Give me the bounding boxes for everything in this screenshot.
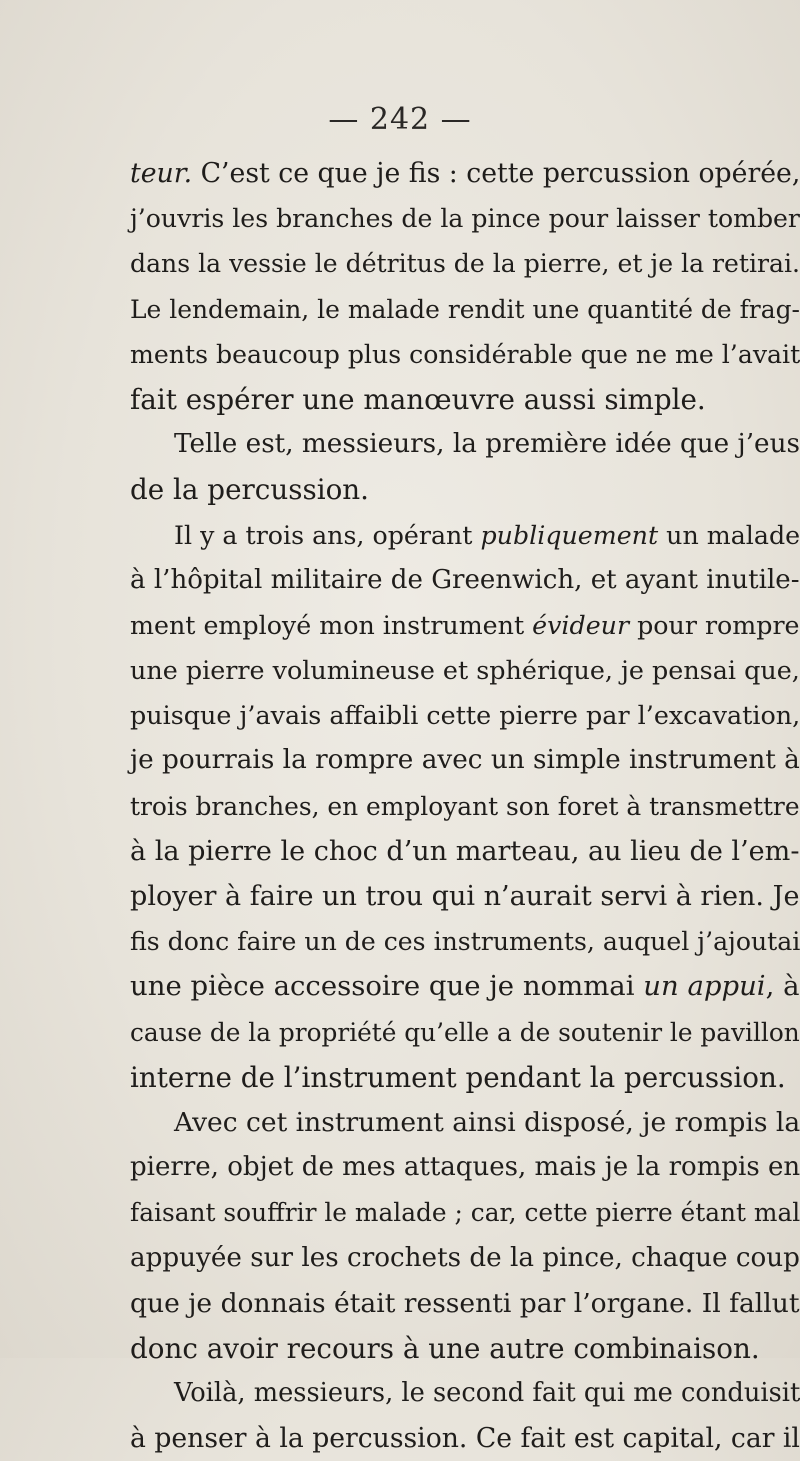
text-run: cause de la propriété qu’elle a de soutenir le pavillon [130,1017,800,1047]
text-line [130,1055,800,1100]
text-run: à l’hôpital militaire de Greenwich, et ayant inutile- [130,564,800,595]
text-line [130,874,800,919]
text-line [130,241,800,286]
text-run: je pourrais la rompre avec un simple instrument à [130,745,800,776]
text-run: faisant souffrir le malade ; car, cette pierre étant mal [130,1198,800,1228]
italic-text: un appui [643,970,766,1003]
text-run: de la percussion. [130,473,370,507]
italic-text: évideur [532,610,630,640]
text-run: puisque j’avais affaibli cette pierre par l’excavation, [130,700,800,731]
text-run: Avec cet instrument ainsi disposé, je rompis la [174,1106,800,1138]
text-run: fis donc faire un de ces instruments, auquel j’ajoutai [130,927,800,957]
text-line [130,603,800,648]
text-line [130,1416,800,1461]
text-run: ment employé mon instrument [130,610,533,640]
text-line [130,693,800,738]
text-run: que je donnais était ressenti par l’organe. Il fallut [130,1287,800,1319]
text-line [130,1145,800,1190]
text-run: fait espérer une manœuvre aussi simple. [130,382,706,416]
text-line [130,1281,800,1326]
text-line [130,287,800,332]
text-line [130,467,800,512]
text-run: donc avoir recours à une autre combinaison. [130,1331,760,1365]
text-run: à penser à la percussion. Ce fait est capital, car il [130,1423,800,1455]
text-run: pour rompre [629,610,800,640]
text-run: trois branches, en employant son foret à transmettre [130,791,800,821]
text-run: un malade [658,520,800,550]
text-line [130,196,800,241]
text-run: interne de l’instrument pendant la percussion. [130,1060,786,1094]
italic-text: publiquement [480,520,659,550]
text-run: , à [765,970,800,1003]
text-run: ments beaucoup plus considérable que ne me l’avait [130,339,800,369]
text-line [130,1236,800,1281]
text-line [130,1326,800,1371]
text-line [130,738,800,783]
text-run: une pierre volumineuse et sphérique, je pensai que, [130,655,800,686]
text-run: Voilà, messieurs, le second fait qui me conduisit [174,1378,800,1409]
text-line [130,151,800,196]
text-run: j’ouvris les branches de la pince pour laisser tomber [130,204,800,234]
italic-text: teur. [130,158,193,189]
text-line [130,648,800,693]
text-line [130,1190,800,1235]
text-run: appuyée sur les crochets de la pince, chaque coup [130,1242,800,1273]
text-line [130,422,800,467]
text-run: Le lendemain, le malade rendit une quantité de frag- [130,294,800,324]
text-run: pierre, objet de mes attaques, mais je la rompis en [130,1152,800,1183]
page-number: — 242 — [328,102,472,137]
text-line [130,558,800,603]
text-line [130,332,800,377]
text-run: Il y a trois ans, opérant [174,520,481,550]
text-run: C’est ce que je fis : cette percussion opérée, [192,158,800,189]
text-run: dans la vessie le détritus de la pierre, et je la retirai. [130,249,800,279]
body-text [130,151,800,1461]
text-line [130,1371,800,1416]
text-line [130,964,800,1009]
text-line [130,784,800,829]
text-line [130,1010,800,1055]
text-line [130,377,800,422]
text-run: ployer à faire un trou qui n’aurait servi à rien. Je [130,881,800,912]
text-line [130,919,800,964]
text-line [130,1100,800,1145]
text-run: Telle est, messieurs, la première idée que j’eus [174,429,800,460]
text-line [130,829,800,874]
text-run: à la pierre le choc d’un marteau, au lieu de l’em- [130,835,800,867]
text-line [130,513,800,558]
text-run: une pièce accessoire que je nommai [130,970,644,1003]
